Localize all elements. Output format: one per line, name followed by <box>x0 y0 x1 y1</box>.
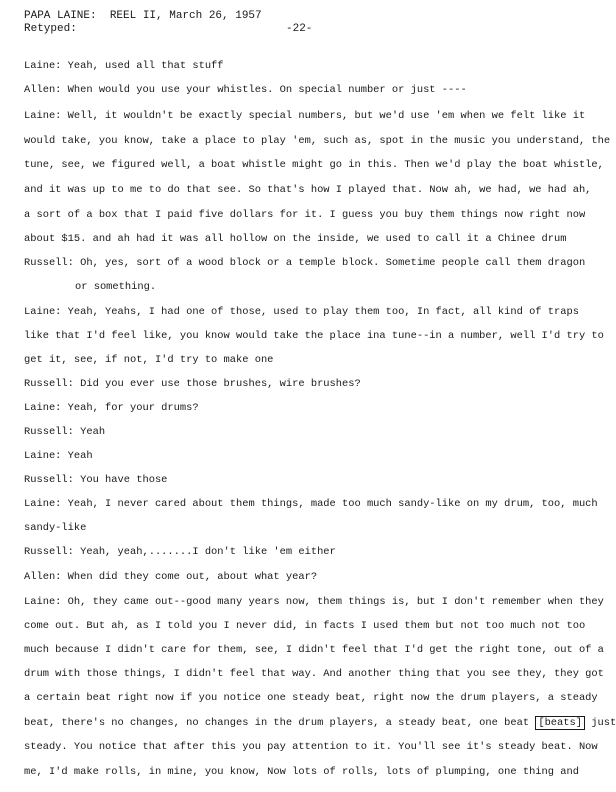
transcript-line: get it, see, if not, I'd try to make one <box>24 354 274 366</box>
line-text: beat, there's no changes, no changes in the drum players, a steady beat, one beat <box>24 717 530 729</box>
boxed-annotation: [beats] <box>535 716 585 730</box>
transcript-line: Allen: When would you use your whistles. On special number or just ---- <box>24 84 467 96</box>
line-text-end: just <box>591 717 616 729</box>
transcript-line: Laine: Yeah, used all that stuff <box>24 60 224 72</box>
transcript-line: Laine: Well, it wouldn't be exactly special numbers, but we'd use 'em when we felt like it <box>24 110 586 122</box>
transcript-line: would take, you know, take a place to play 'em, such as, spot in the music you understand, the <box>24 135 611 147</box>
transcript-line: come out. But ah, as I told you I never did, in facts I used them but not too much not too <box>24 620 586 632</box>
transcript-line: Laine: Yeah, I never cared about them things, made too much sandy-like on my drum, too, much <box>24 498 598 510</box>
transcript-line: a sort of a box that I paid five dollars for it. I guess you buy them things now right now <box>24 209 586 221</box>
transcript-line: Laine: Oh, they came out--good many years now, them things is, but I don't remember when they <box>24 596 604 608</box>
transcript-line: Russell: Oh, yes, sort of a wood block or a temple block. Sometime people call them dragon <box>24 257 586 269</box>
header-retyped: Retyped: <box>24 23 77 35</box>
transcript-line: about $15. and ah had it was all hollow on the inside, we used to call it a Chinee drum <box>24 233 567 245</box>
transcript-line: like that I'd feel like, you know would take the place ina tune--in a number, well I'd try to <box>24 330 604 342</box>
header-title: PAPA LAINE: REEL II, March 26, 1957 <box>24 10 262 22</box>
transcript-line: Russell: Did you ever use those brushes, wire brushes? <box>24 378 361 390</box>
transcript-line: and it was up to me to do that see. So that's how I played that. Now ah, we had, we had ah, <box>24 184 592 196</box>
transcript-line: Allen: When did they come out, about what year? <box>24 571 318 583</box>
transcript-line: Russell: Yeah, yeah,.......I don't like 'em either <box>24 546 336 558</box>
transcript-line <box>24 717 616 729</box>
page-number: -22- <box>286 23 313 35</box>
transcript-line: Russell: Yeah <box>24 426 106 438</box>
transcript-line: Laine: Yeah, Yeahs, I had one of those, used to play them too, In fact, all kind of traps <box>24 306 579 318</box>
transcript-line: me, I'd make rolls, in mine, you know, Now lots of rolls, lots of plumping, one thing and <box>24 766 579 778</box>
transcript-line: tune, see, we figured well, a boat whistle might go in this. Then we'd play the boat whistle, <box>24 159 604 171</box>
transcript-line: much because I didn't care for them, see, I didn't feel that I'd get the right tone, out of a <box>24 644 604 656</box>
transcript-line: a certain beat right now if you notice one steady beat, right now the drum players, a steady <box>24 692 598 704</box>
transcript-line: sandy-like <box>24 522 87 534</box>
transcript-line: steady. You notice that after this you pay attention to it. You'll see it's steady beat. Now <box>24 741 598 753</box>
transcript-line: or something. <box>75 281 157 293</box>
transcript-line: Laine: Yeah, for your drums? <box>24 402 199 414</box>
transcript-line: drum with those things, I didn't feel that way. And another thing that you see they, they got <box>24 668 604 680</box>
transcript-line: Laine: Yeah <box>24 450 93 462</box>
transcript-line: Russell: You have those <box>24 474 168 486</box>
